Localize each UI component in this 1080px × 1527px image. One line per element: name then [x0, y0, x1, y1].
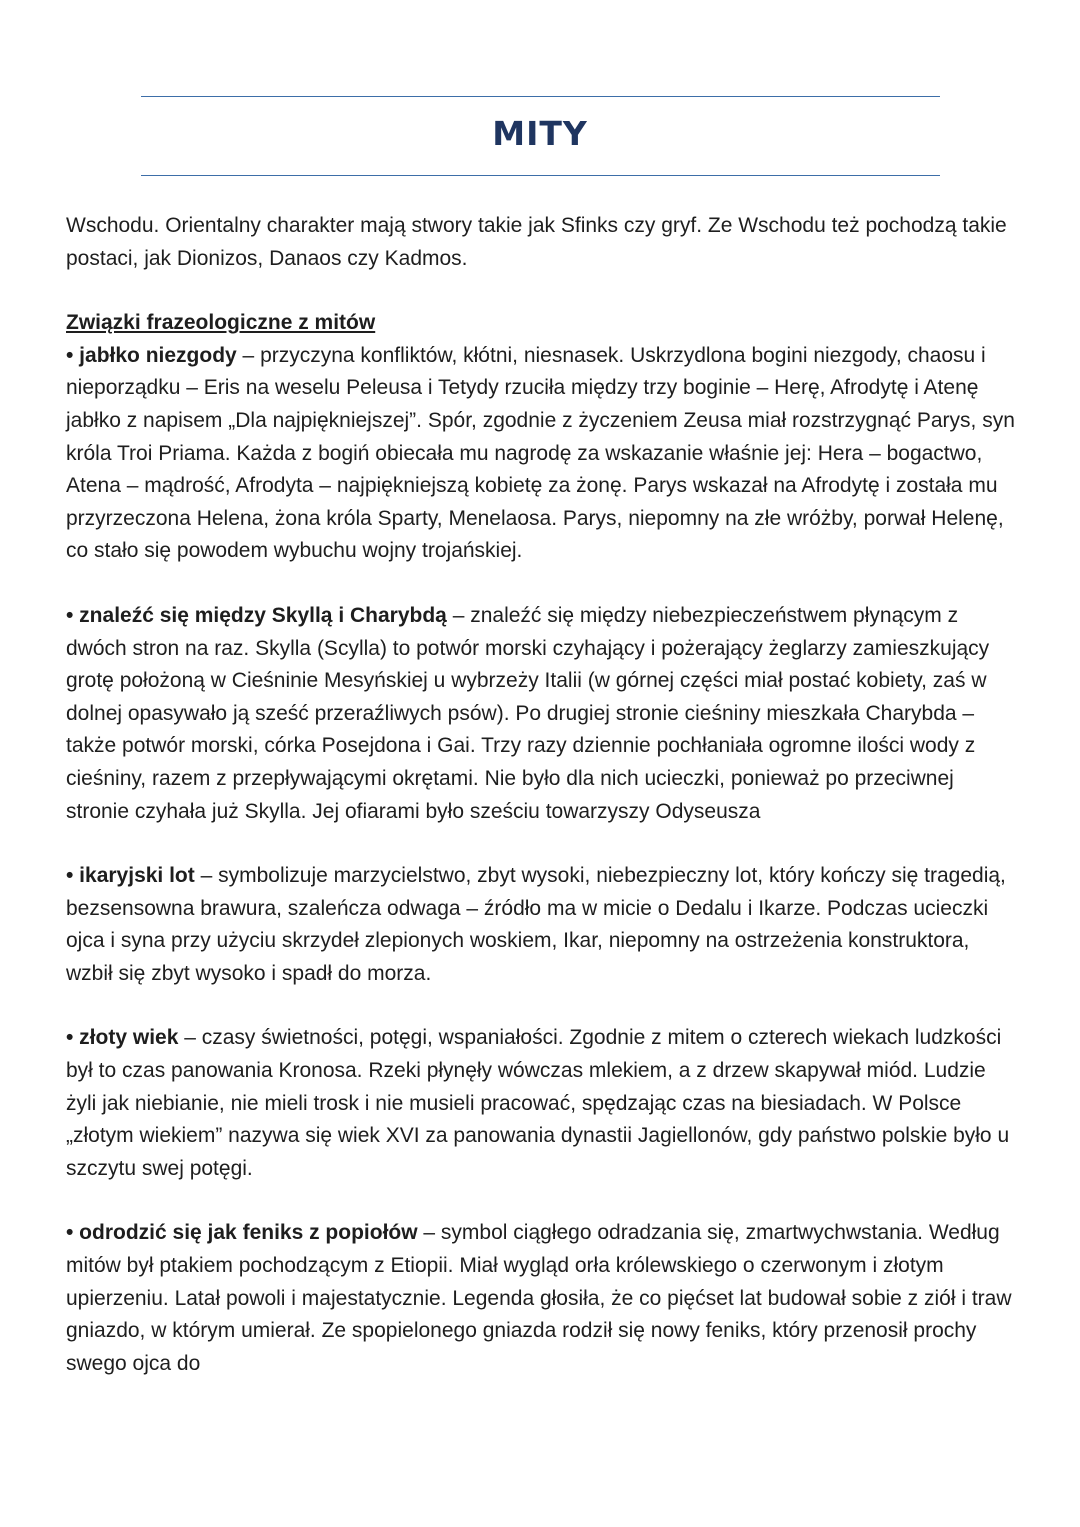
- paragraph-spacer: [66, 990, 1016, 1022]
- phraseology-entry: [66, 860, 1016, 990]
- entry-definition: – czasy świetności, potęgi, wspaniałości. Zgodnie z mitem o czterech wiekach ludzkości był to czas panowania Kronosa. Rzeki płynęły wówczas mlekiem, a z drzew skapywał miód. Ludzie żyli jak niebianie, nie mieli trosk i nie musieli pracować, spędzając czas na biesiadach. W Polsce „złotym wiekiem” nazywa się wiek XVI za panowania dynastii Jagiellonów, gdy państwo polskie było u szczytu swej potęgi.: [66, 1026, 1010, 1180]
- page-title: MITY: [492, 114, 588, 153]
- paragraph-spacer: [66, 275, 1016, 307]
- entry-definition: – znaleźć się między niebezpieczeństwem płynącym z dwóch stron na raz. Skylla (Scylla) to potwór morski czyhający i pożerający żeglarzy zamieszkujący grotę położoną w Cieśninie Mesyńskiej u wybrzeży Italii (w górnej części miał postać kobiety, zaś w dolnej opasywało ją sześć przeraźliwych psów). Po drugiej stronie cieśniny mieszkała Charybda – także potwór morski, córka Posejdona i Gai. Trzy razy dziennie pochłaniała ogromne ilości wody z cieśniny, razem z przepływającymi okrętami. Nie było dla nich ucieczki, ponieważ po przeciwnej stronie czyhała już Skylla. Jej ofiarami było sześciu towarzyszy Odyseusza: [66, 603, 990, 823]
- paragraph-spacer: [66, 568, 1016, 600]
- entry-term: • jabłko niezgody: [66, 343, 237, 367]
- entry-definition: – symbol ciągłego odradzania się, zmartwychwstania. Według mitów był ptakiem pochodzącym z Etiopii. Miał wygląd orła królewskiego o czerwonym i złotym upierzeniu. Latał powoli i majestatycznie. Legenda głosiła, że co pięćset lat budował sobie z ziół i traw gniazdo, w którym umierał. Ze spopielonego gniazda rodził się nowy feniks, który przenosił prochy swego ojca do: [66, 1221, 1012, 1375]
- entry-term: • ikaryjski lot: [66, 864, 195, 888]
- phraseology-entry: [66, 307, 1016, 568]
- header-rule-bottom: [141, 175, 940, 176]
- phraseology-entry: [66, 1217, 1016, 1380]
- section-heading: Związki frazeologiczne z mitów: [66, 311, 376, 335]
- entry-term: • odrodzić się jak feniks z popiołów: [66, 1221, 418, 1245]
- phraseology-entry: [66, 1022, 1016, 1185]
- intro-paragraph: Wschodu. Orientalny charakter mają stwory takie jak Sfinks czy gryf. Ze Wschodu też pochodzą takie postaci, jak Dionizos, Danaos czy Kadmos.: [66, 214, 1007, 270]
- entry-definition: – przyczyna konfliktów, kłótni, niesnasek. Uskrzydlona bogini niezgody, chaosu i nieporządku – Eris na weselu Peleusa i Tetydy rzuciła między trzy boginie – Herę, Afrodytę i Atenę jabłko z napisem „Dla najpiękniejszej”. Spór, zgodnie z życzeniem Zeusa miał rozstrzygnąć Parys, syn króla Troi Priama. Każda z bogiń obiecała mu nagrodę za wskazanie właśnie jej: Hera – bogactwo, Atena – mądrość, Afrodyta – najpiękniejszą kobietę za żonę. Parys wskazał na Afrodytę i została mu przyrzeczona Helena, żona króla Sparty, Menelaosa. Parys, niepomny na złe wróżby, porwał Helenę, co stało się powodem wybuchu wojny trojańskiej.: [66, 343, 1015, 563]
- paragraph-spacer: [66, 828, 1016, 860]
- entry-term: • złoty wiek: [66, 1026, 179, 1050]
- phraseology-entry: [66, 600, 1016, 828]
- header-rule-top: [141, 96, 940, 97]
- entry-definition: – symbolizuje marzycielstwo, zbyt wysoki, niebezpieczny lot, który kończy się tragedią, bezsensowna brawura, szaleńcza odwaga – źródło ma w micie o Dedalu i Ikarze. Podczas ucieczki ojca i syna przy użyciu skrzydeł zlepionych woskiem, Ikar, niepomny na ostrzeżenia konstruktora, wzbił się zbyt wysoko i spadł do morza.: [66, 864, 1006, 985]
- document-body: [66, 210, 1016, 1380]
- entry-term: • znaleźć się między Skyllą i Charybdą: [66, 603, 447, 627]
- paragraph-spacer: [66, 1185, 1016, 1217]
